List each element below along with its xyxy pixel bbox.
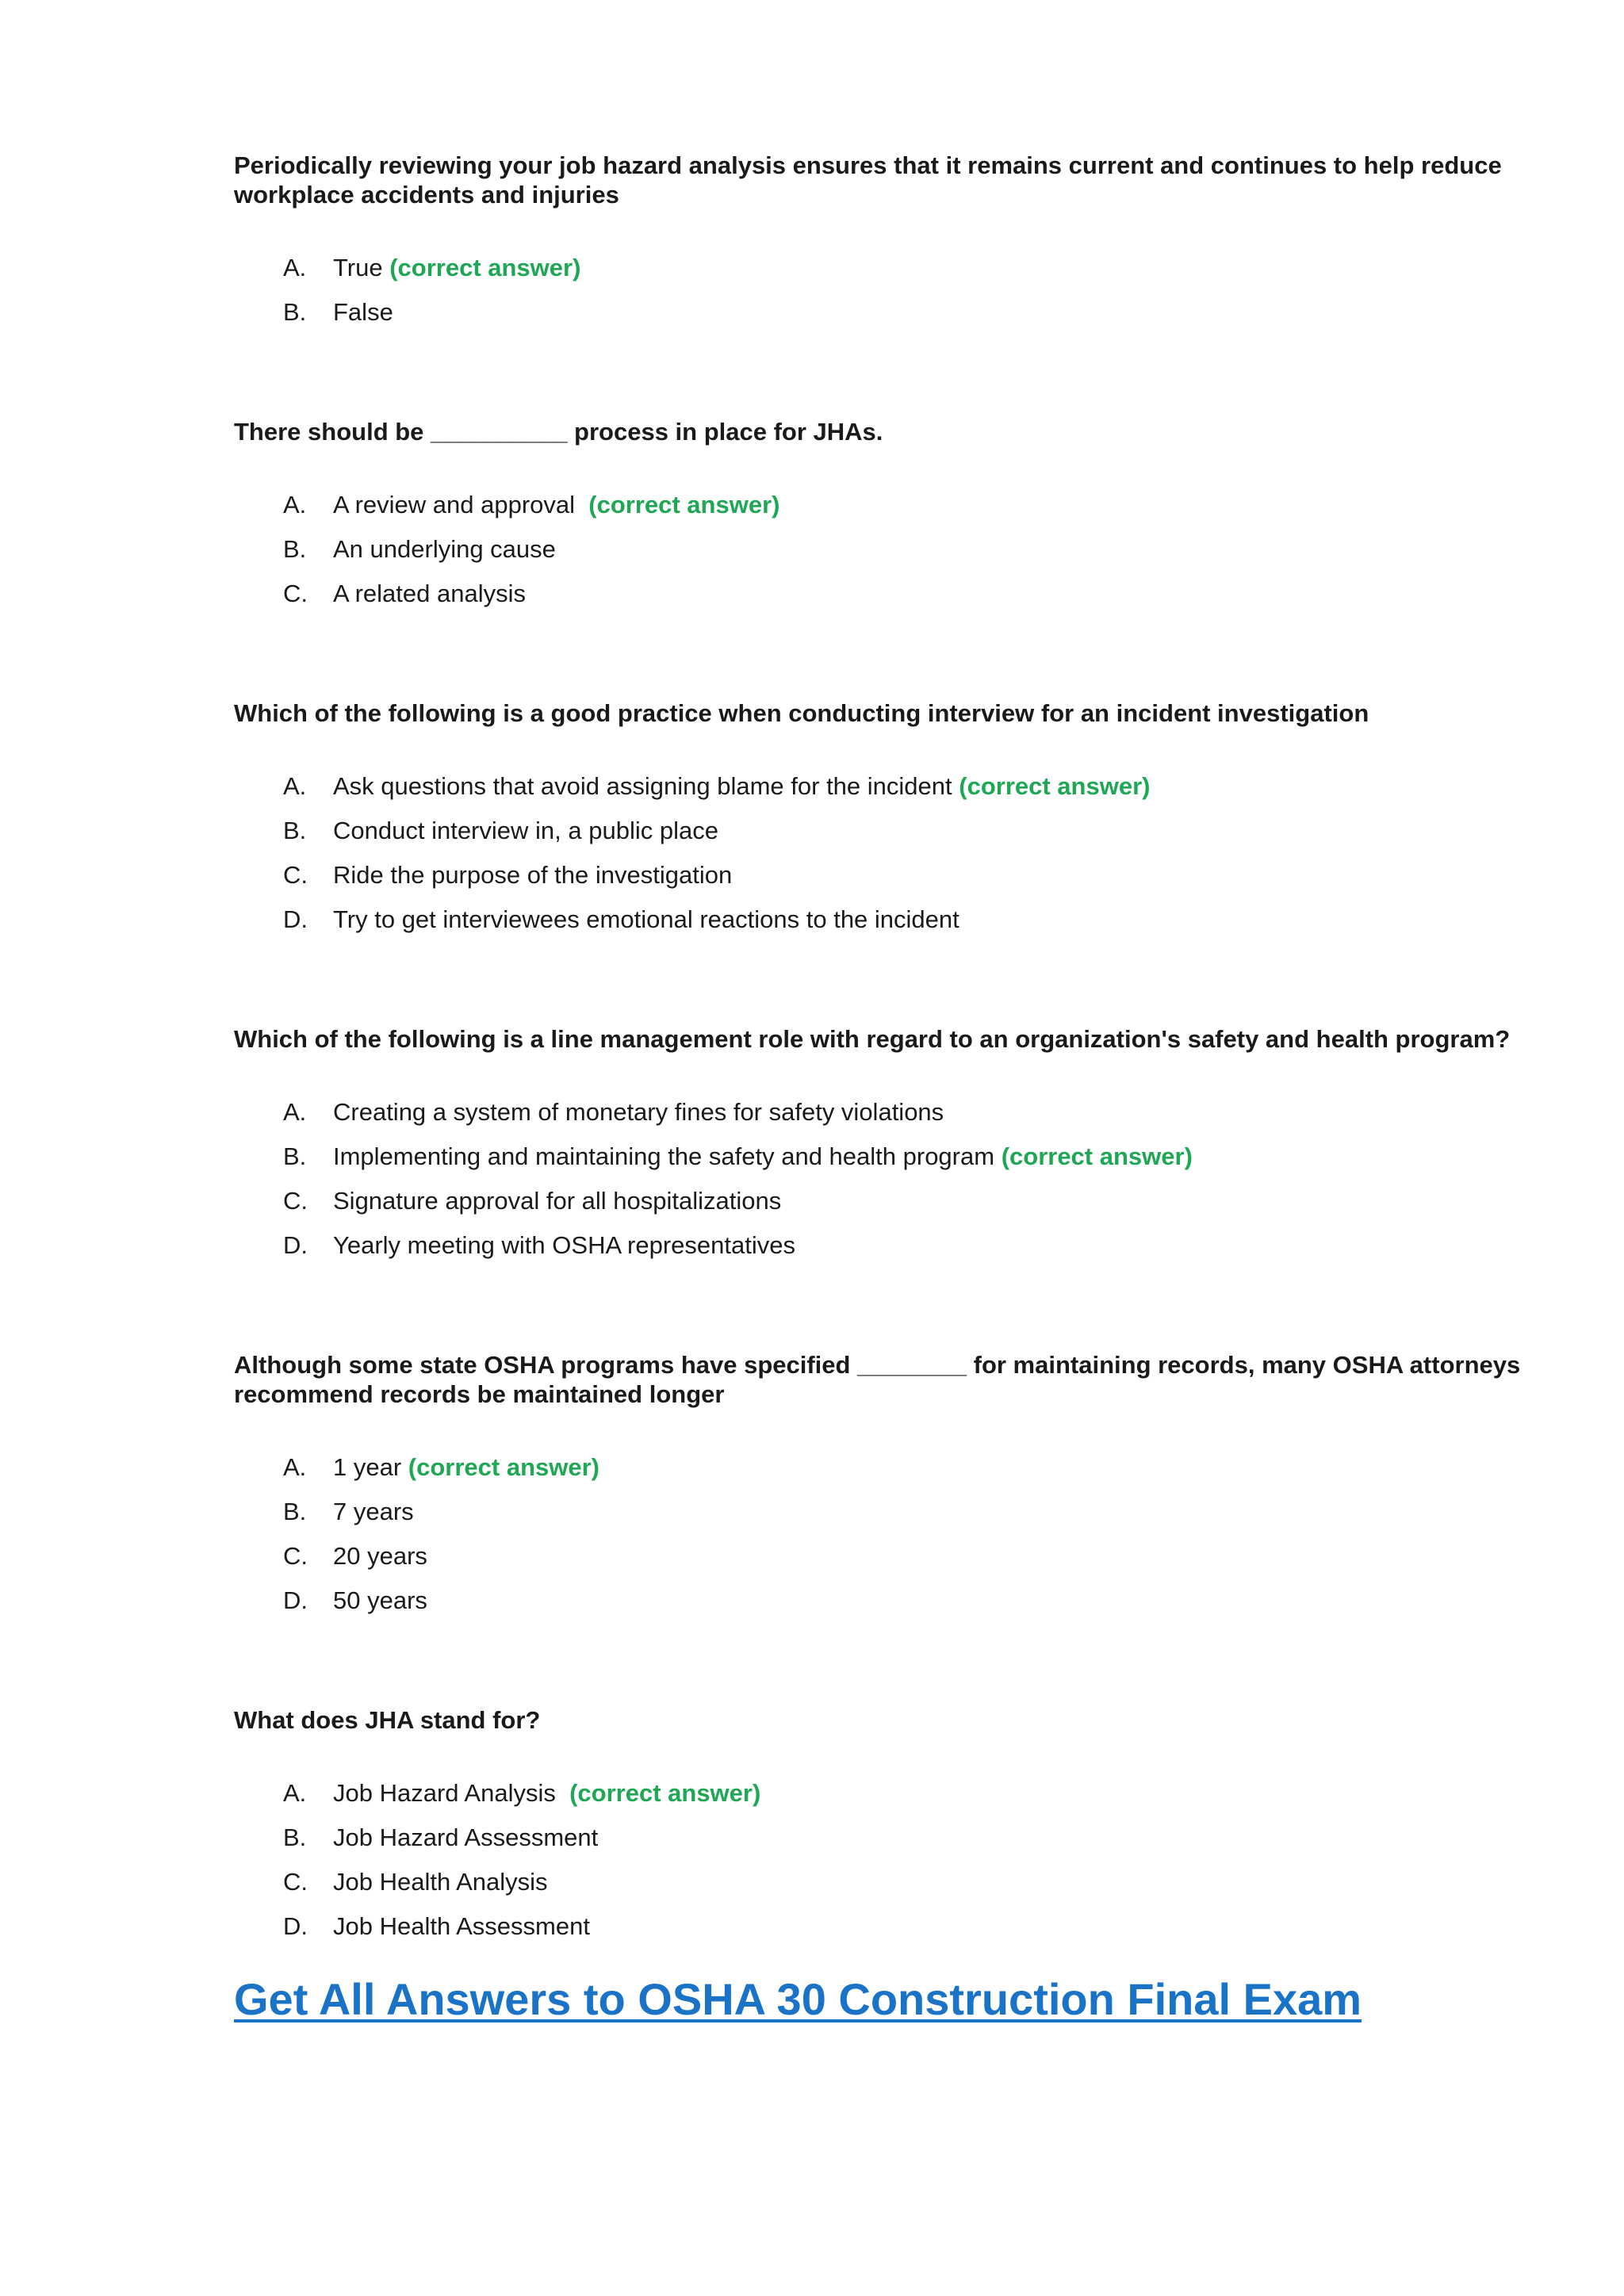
option-letter: B. (283, 817, 307, 844)
option-a (234, 1778, 1534, 1808)
option-b (234, 816, 1534, 845)
question-text: Periodically reviewing your job hazard analysis ensures that it remains current and continues to help reduce workplace accidents and injuries (234, 151, 1502, 209)
option-a (234, 771, 1534, 801)
option-list (234, 253, 1534, 327)
question-text: What does JHA stand for? (234, 1706, 541, 1734)
option-b (234, 1497, 1534, 1526)
option-text: Signature approval for all hospitalizations (333, 1187, 782, 1215)
option-text: Yearly meeting with OSHA representatives (333, 1231, 795, 1259)
option-letter: B. (283, 1142, 307, 1170)
question-4 (234, 1024, 1534, 1260)
correct-answer-tag: (correct answer) (569, 1779, 761, 1807)
option-letter: B. (283, 298, 307, 326)
option-text: An underlying cause (333, 535, 556, 563)
option-text: 50 years (333, 1586, 427, 1614)
question-text: Which of the following is a line management role with regard to an organization's safety and health program? (234, 1025, 1511, 1053)
option-text: Job Hazard Assessment (333, 1823, 599, 1851)
question-6 (234, 1705, 1534, 1941)
option-letter: D. (283, 905, 308, 933)
option-c (234, 1867, 1534, 1896)
question-text: Which of the following is a good practice when conducting interview for an incident investigation (234, 699, 1369, 727)
option-letter: A. (283, 491, 307, 519)
question-2 (234, 417, 1534, 608)
option-letter: A. (283, 1098, 307, 1126)
option-b (234, 297, 1534, 327)
option-text: 20 years (333, 1542, 427, 1570)
option-a (234, 1097, 1534, 1127)
option-text: Conduct interview in, a public place (333, 817, 718, 844)
option-d (234, 1911, 1534, 1941)
option-text: Try to get interviewees emotional reactions to the incident (333, 905, 959, 933)
question-1 (234, 151, 1534, 327)
question-text: There should be __________ process in place for JHAs. (234, 418, 883, 446)
get-all-answers-link[interactable]: Get All Answers to OSHA 30 Construction Final Exam (234, 1974, 1362, 2024)
option-text: 1 year (333, 1453, 408, 1481)
option-letter: C. (283, 580, 308, 607)
option-text: 7 years (333, 1498, 414, 1525)
option-text: A review and approval (333, 491, 589, 519)
option-d (234, 1586, 1534, 1615)
option-letter: C. (283, 1542, 308, 1570)
option-text: False (333, 298, 393, 326)
option-text: Creating a system of monetary fines for safety violations (333, 1098, 944, 1126)
option-b (234, 1823, 1534, 1852)
question-list (234, 151, 1534, 1956)
option-letter: A. (283, 1779, 307, 1807)
option-list (234, 1097, 1534, 1260)
option-a (234, 1452, 1534, 1482)
option-text: Implementing and maintaining the safety and health program (333, 1142, 1002, 1170)
option-c (234, 579, 1534, 608)
correct-answer-tag: (correct answer) (588, 491, 780, 519)
option-text: Ask questions that avoid assigning blame for the incident (333, 772, 959, 800)
option-text: True (333, 254, 390, 281)
correct-answer-tag: (correct answer) (959, 772, 1151, 800)
option-letter: B. (283, 535, 307, 563)
option-letter: D. (283, 1231, 308, 1259)
option-letter: D. (283, 1586, 308, 1614)
option-a (234, 490, 1534, 519)
option-d (234, 905, 1534, 934)
option-list (234, 771, 1534, 934)
question-text: Although some state OSHA programs have specified ________ for maintaining records, many OSHA attorneys recommend records be maintained longer (234, 1351, 1521, 1408)
option-text: Job Health Analysis (333, 1868, 548, 1896)
option-letter: B. (283, 1823, 307, 1851)
option-text: Job Hazard Analysis (333, 1779, 570, 1807)
option-letter: A. (283, 772, 307, 800)
option-d (234, 1230, 1534, 1260)
option-letter: A. (283, 254, 307, 281)
question-5 (234, 1350, 1534, 1615)
option-letter: A. (283, 1453, 307, 1481)
option-c (234, 1186, 1534, 1215)
correct-answer-tag: (correct answer) (408, 1453, 599, 1481)
option-letter: C. (283, 861, 308, 889)
question-3 (234, 698, 1534, 934)
option-letter: D. (283, 1912, 308, 1940)
option-text: Job Health Assessment (333, 1912, 590, 1940)
option-letter: C. (283, 1868, 308, 1896)
option-b (234, 534, 1534, 564)
option-list (234, 1452, 1534, 1615)
correct-answer-tag: (correct answer) (1001, 1142, 1193, 1170)
correct-answer-tag: (correct answer) (389, 254, 581, 281)
option-c (234, 1541, 1534, 1571)
option-c (234, 860, 1534, 890)
option-a (234, 253, 1534, 282)
option-letter: B. (283, 1498, 307, 1525)
option-text: Ride the purpose of the investigation (333, 861, 733, 889)
option-letter: C. (283, 1187, 308, 1215)
option-b (234, 1142, 1534, 1171)
option-text: A related analysis (333, 580, 526, 607)
option-list (234, 1778, 1534, 1941)
option-list (234, 490, 1534, 608)
